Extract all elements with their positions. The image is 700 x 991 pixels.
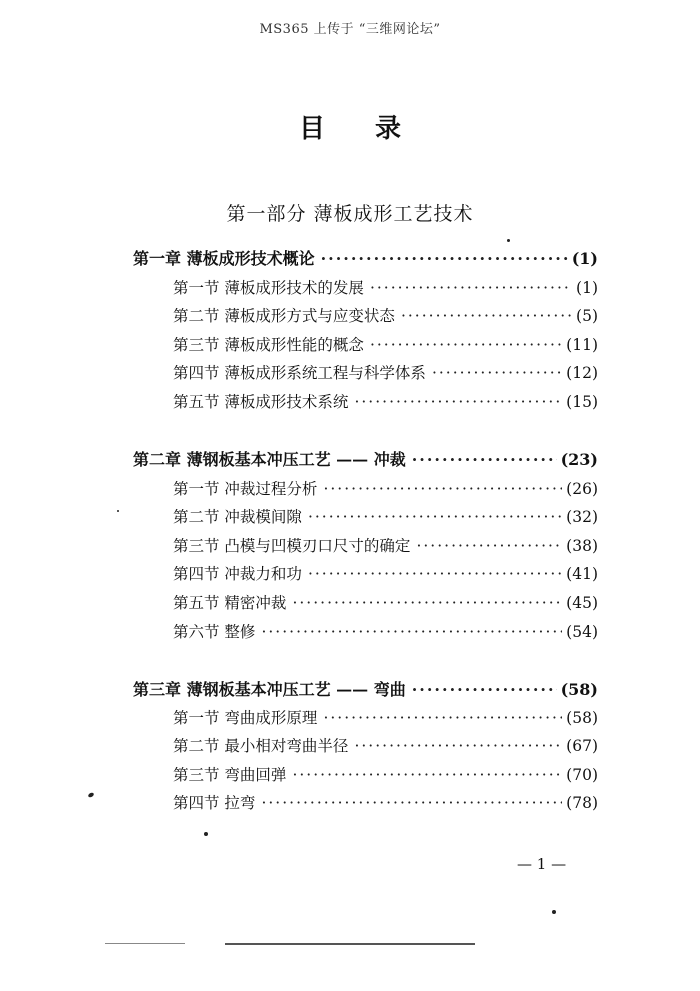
scan-edge-line: [105, 943, 185, 944]
section-label: 第一节 薄板成形技术的发展: [173, 279, 364, 297]
scan-speck: [117, 510, 119, 512]
toc-section[interactable]: [173, 505, 598, 527]
scan-speck: [552, 910, 556, 914]
chapter-page-number: (1): [571, 249, 598, 268]
scan-edge-line: [225, 943, 475, 945]
section-page-number: (12): [566, 364, 598, 382]
toc-section[interactable]: [173, 791, 598, 813]
scan-speck: [507, 239, 510, 242]
toc-section[interactable]: [173, 304, 598, 326]
section-label: 第三节 凸模与凹模刃口尺寸的确定: [173, 537, 411, 555]
dot-leader: [323, 480, 562, 498]
chapter-label: 第二章 薄钢板基本冲压工艺 —— 冲裁: [133, 450, 406, 469]
section-label: 第三节 弯曲回弹: [173, 766, 287, 784]
section-label: 第五节 精密冲裁: [173, 594, 287, 612]
dot-leader: [261, 623, 562, 641]
toc-section[interactable]: [173, 534, 598, 556]
section-page-number: (41): [566, 565, 598, 583]
dot-leader: [370, 279, 572, 297]
toc-section[interactable]: [173, 591, 598, 613]
section-label: 第三节 薄板成形性能的概念: [173, 336, 364, 354]
dot-leader: [308, 508, 562, 526]
dot-leader: [370, 336, 562, 354]
part-title: 第一部分 薄板成形工艺技术: [226, 203, 474, 225]
toc-chapter-1[interactable]: [133, 246, 598, 269]
section-page-number: (54): [566, 623, 598, 641]
section-label: 第四节 薄板成形系统工程与科学体系: [173, 364, 426, 382]
toc-section[interactable]: [173, 734, 598, 756]
chapter-page-number: (23): [560, 450, 598, 469]
section-page-number: (15): [566, 393, 598, 411]
dot-leader: [354, 737, 562, 755]
section-page-number: (67): [566, 737, 598, 755]
dot-leader: [401, 307, 572, 325]
section-page-number: (45): [566, 594, 598, 612]
section-page-number: (32): [566, 508, 598, 526]
section-label: 第四节 冲裁力和功: [173, 565, 302, 583]
toc-chapter-3[interactable]: [133, 677, 598, 700]
toc-section[interactable]: [173, 562, 598, 584]
dot-leader: [261, 794, 562, 812]
dot-leader: [412, 680, 557, 699]
scan-speck: [87, 792, 94, 798]
section-label: 第六节 整修: [173, 623, 256, 641]
section-page-number: (26): [566, 480, 598, 498]
toc-section[interactable]: [173, 763, 598, 785]
section-label: 第二节 最小相对弯曲半径: [173, 737, 349, 755]
chapter-label: 第三章 薄钢板基本冲压工艺 —— 弯曲: [133, 680, 406, 699]
page-number: — 1 —: [517, 855, 567, 873]
toc-section[interactable]: [173, 620, 598, 642]
toc-section[interactable]: [173, 706, 598, 728]
chapter-label: 第一章 薄板成形技术概论: [133, 249, 315, 268]
section-page-number: (70): [566, 766, 598, 784]
dot-leader: [292, 594, 562, 612]
section-label: 第一节 弯曲成形原理: [173, 709, 318, 727]
toc-section[interactable]: [173, 276, 598, 298]
section-label: 第五节 薄板成形技术系统: [173, 393, 349, 411]
section-page-number: (78): [566, 794, 598, 812]
toc-section[interactable]: [173, 477, 598, 499]
section-label: 第二节 薄板成形方式与应变状态: [173, 307, 395, 325]
section-label: 第一节 冲裁过程分析: [173, 480, 318, 498]
section-label: 第四节 拉弯: [173, 794, 256, 812]
section-page-number: (1): [576, 279, 598, 297]
toc-chapter-2[interactable]: [133, 447, 598, 470]
toc-section[interactable]: [173, 390, 598, 412]
dot-leader: [416, 537, 562, 555]
section-label: 第二节 冲裁模间隙: [173, 508, 302, 526]
dot-leader: [412, 450, 557, 469]
section-page-number: (38): [566, 537, 598, 555]
dot-leader: [354, 393, 562, 411]
dot-leader: [308, 565, 562, 583]
chapter-page-number: (58): [560, 680, 598, 699]
toc-title: 目录: [298, 114, 451, 144]
dot-leader: [292, 766, 562, 784]
scan-speck: [204, 832, 208, 836]
dot-leader: [321, 249, 568, 268]
toc-section[interactable]: [173, 333, 598, 355]
dot-leader: [323, 709, 562, 727]
upload-watermark: MS365 上传于 “三维网论坛”: [259, 22, 441, 37]
section-page-number: (5): [576, 307, 598, 325]
section-page-number: (11): [566, 336, 598, 354]
section-page-number: (58): [566, 709, 598, 727]
dot-leader: [432, 364, 562, 382]
toc-section[interactable]: [173, 361, 598, 383]
